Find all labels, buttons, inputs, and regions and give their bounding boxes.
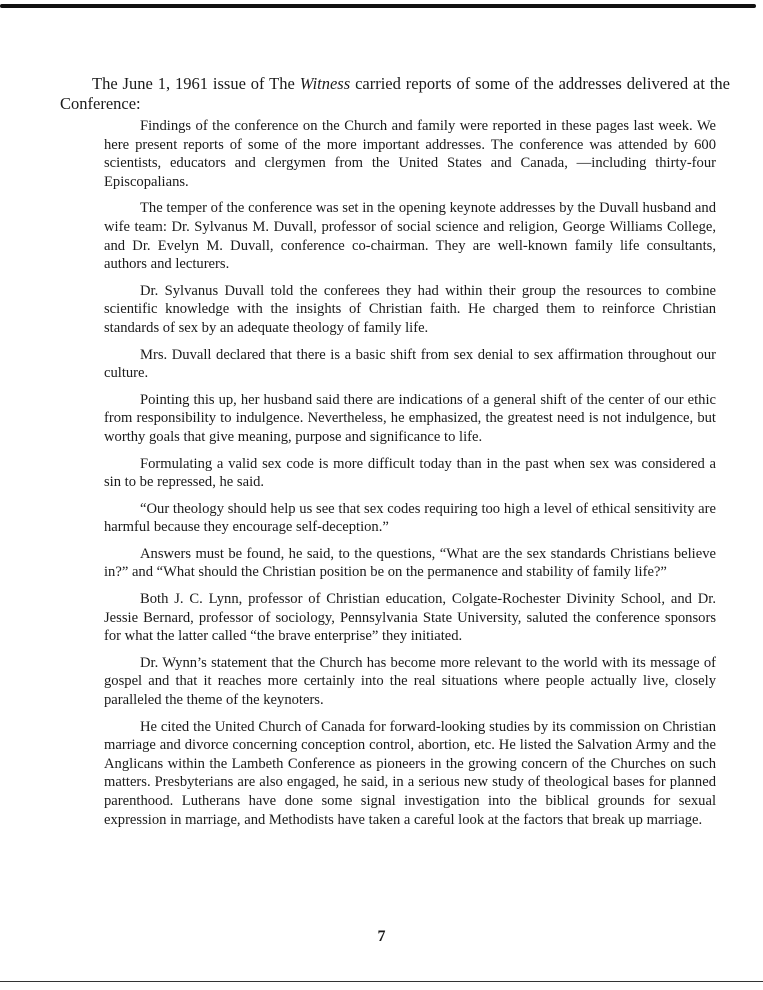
article-paragraph: Dr. Sylvanus Duvall told the conferees they had within their group the resources to combine scientific knowledge with the insights of Christian faith. He charged them to reinforce Christian standards of sex by an adequate theology of family life. [104, 282, 716, 336]
article-paragraph: Pointing this up, her husband said there are indications of a general shift of the center of our ethic from responsibility to indulgence. Nevertheless, he emphasized, the greatest need is not indulgence, but worthy goals that give meaning, purpose and significance to life. [104, 391, 716, 445]
article-body [104, 117, 716, 837]
article-paragraph: Dr. Wynn’s statement that the Church has become more relevant to the world with its message of gospel and that it reaches more certainly into the real situations where people actually live, closely paralleled the theme of the keynoters. [104, 654, 716, 709]
article-paragraph: Answers must be found, he said, to the questions, “What are the sex standards Christians believe in?” and “What should the Christian position be on the permanence and stability of family life?” [104, 545, 716, 581]
article-paragraph: “Our theology should help us see that sex codes requiring too high a level of ethical sensitivity are harmful because they encourage self-deception.” [104, 500, 716, 536]
bottom-border-rule [0, 981, 763, 982]
intro-text-after: carried reports of some of the addresses delivered at the Conference: [60, 74, 731, 113]
article-paragraph: He cited the United Church of Canada for forward-looking studies by its commission on Christian marriage and divorce concerning conception control, abortion, etc. He listed the Salvation Army and the Anglicans within the Lambeth Conference as pioneers in the growing concern of the Churches on such matters. Presbyterians are also engaged, he said, in a serious new study of theological bases for planned parenthood. Lutherans have done some signal investigation into the biblical grounds for sexual expression in marriage, and Methodists have taken a careful look at the factors that break up marriage. [104, 718, 716, 828]
article-paragraph: The temper of the conference was set in the opening keynote addresses by the Duvall husband and wife team: Dr. Sylvanus M. Duvall, professor of social science and religion, George Williams College, and Dr. Evelyn M. Duvall, conference co-chairman. They are well-known family life consultants, authors and lecturers. [104, 200, 716, 273]
top-border-rule [0, 4, 756, 8]
intro-text-before: The June 1, 1961 issue of The [92, 74, 300, 93]
article-paragraph: Formulating a valid sex code is more difficult today than in the past when sex was considered a sin to be repressed, he said. [104, 455, 716, 491]
article-paragraph: Findings of the conference on the Church and family were reported in these pages last week. We here present reports of some of the more important addresses. The conference was attended by 600 scientists, educators and clergymen from the United States and Canada, —including thirty-four Episcopalians. [104, 118, 716, 190]
page-number: 7 [377, 928, 386, 945]
publication-title: Witness [299, 74, 351, 93]
article-paragraph: Mrs. Duvall declared that there is a basic shift from sex denial to sex affirmation throughout our culture. [104, 346, 716, 382]
intro-paragraph [60, 74, 730, 114]
article-paragraph: Both J. C. Lynn, professor of Christian education, Colgate-Rochester Divinity School, and Dr. Jessie Bernard, professor of sociology, Pennsylvania State University, saluted the conference sponsors for what the latter called “the brave enterprise” they initiated. [104, 591, 716, 645]
